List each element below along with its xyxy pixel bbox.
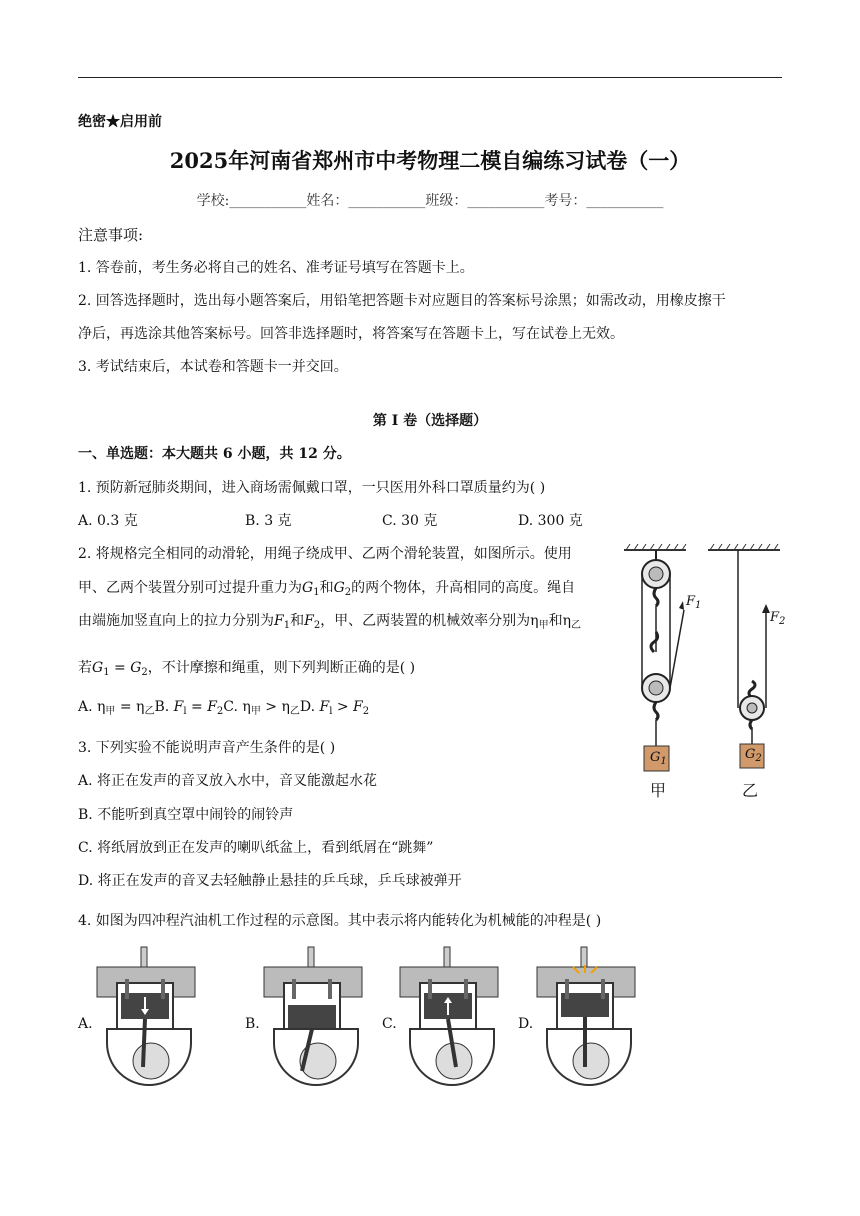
q2-option-a: A. $\eta_甲 = \eta_乙$ (78, 699, 155, 717)
pulley-figure (620, 540, 790, 805)
q2-line-2: 甲、乙两个装置分别可过提升重力为$G_1$和$G_2$的两个物体，升高相同的高度。绳自 (78, 580, 576, 598)
rope-yi (738, 550, 766, 708)
q2-options (78, 697, 369, 717)
note-3: 3. 考试结束后，本试卷和答题卡一并交回。 (78, 359, 348, 375)
engine-diagram-c (398, 943, 508, 1103)
figure-label-jia: 甲 (650, 781, 667, 800)
header-rule (78, 77, 782, 78)
movable-pulley-yi (740, 681, 764, 744)
engine-diagram-b (262, 943, 372, 1103)
figure-label-F2: $F_2$ (770, 610, 786, 627)
q2-line-1: 2. 将规格完全相同的动滑轮，用绳子绕成甲、乙两个滑轮装置，如图所示。使用 (78, 546, 572, 562)
engine-diagram-a (95, 943, 205, 1103)
figure-label-G2: $G_2$ (745, 747, 762, 764)
q2-option-b: B. $F_l = F_2$ (154, 699, 224, 717)
engine-diagram-d (535, 943, 645, 1103)
q3-option-c: C. 将纸屑放到正在发声的喇叭纸盆上，看到纸屑在“跳舞” (78, 840, 434, 856)
ropes-jia (642, 574, 684, 688)
q4-option-b: B. (245, 1016, 260, 1032)
part-1-heading: 一、单选题：本大题共 6 小题，共 12 分。 (78, 446, 351, 462)
section-title: 第 I 卷（选择题） (372, 413, 488, 429)
q1-stem: 1. 预防新冠肺炎期间，进入商场需佩戴口罩，一只医用外科口罩质量约为( ) (78, 480, 546, 496)
arrow-F1 (679, 601, 684, 610)
q3-option-d: D. 将正在发声的音叉去轻触静止悬挂的乒乓球，乒乓球被弹开 (78, 873, 462, 889)
q1-option-c: C. 30 克 (382, 513, 438, 529)
note-2a: 2. 回答选择题时，选出每小题答案后，用铅笔把答题卡对应题目的答案标号涂黑；如需改动，用橡皮擦干 (78, 293, 726, 309)
q4-stem: 4. 如图为四冲程汽油机工作过程的示意图。其中表示将内能转化为机械能的冲程是( ) (78, 913, 602, 929)
notes-heading: 注意事项: (78, 226, 144, 244)
secret-label: 绝密★启用前 (78, 114, 162, 130)
q2-line-3: 由端施加竖直向上的拉力分别为$F_1$和$F_2$，甲、乙两装置的机械效率分别为$\eta_甲$和$\eta_乙$ (78, 613, 581, 631)
figure-label-F1: $F_1$ (686, 594, 702, 611)
q4-option-c: C. (382, 1016, 397, 1032)
figure-label-G1: $G_1$ (650, 750, 667, 767)
q1-option-b: B. 3 克 (245, 513, 292, 529)
q2-option-d: D. $F_l > F_2$ (299, 699, 370, 717)
q4-option-d: D. (518, 1016, 534, 1032)
q1-option-d: D. 300 克 (518, 513, 583, 529)
q3-stem: 3. 下列实验不能说明声音产生条件的是( ) (78, 740, 336, 756)
figure-label-yi: 乙 (742, 781, 759, 800)
fixed-pulley-jia (642, 550, 670, 606)
q2-line-4: 若$G_1 = G_2$，不计摩擦和绳重，则下列判断正确的是( ) (78, 660, 416, 678)
ceiling-yi (708, 544, 780, 550)
student-info-line: 学校:___________姓名：___________班级：___________考号：___________ (196, 193, 664, 209)
exam-title: 2025年河南省郑州市中考物理二模自编练习试卷（一） (169, 148, 691, 173)
q3-option-b: B. 不能听到真空罩中闹铃的闹铃声 (78, 807, 294, 823)
note-2b: 净后，再选涂其他答案标号。回答非选择题时，将答案写在答题卡上，写在试卷上无效。 (78, 326, 624, 342)
note-1: 1. 答卷前，考生务必将自己的姓名、准考证号填写在答题卡上。 (78, 260, 474, 276)
q4-option-a: A. (78, 1016, 93, 1032)
q2-option-c: C. $\eta_甲 > \eta_乙$ (223, 699, 300, 717)
q3-option-a: A. 将正在发声的音叉放入水中，音叉能激起水花 (78, 773, 378, 789)
ceiling-jia (624, 544, 686, 550)
arrow-F2 (762, 604, 770, 613)
q1-option-a: A. 0.3 克 (78, 513, 138, 529)
